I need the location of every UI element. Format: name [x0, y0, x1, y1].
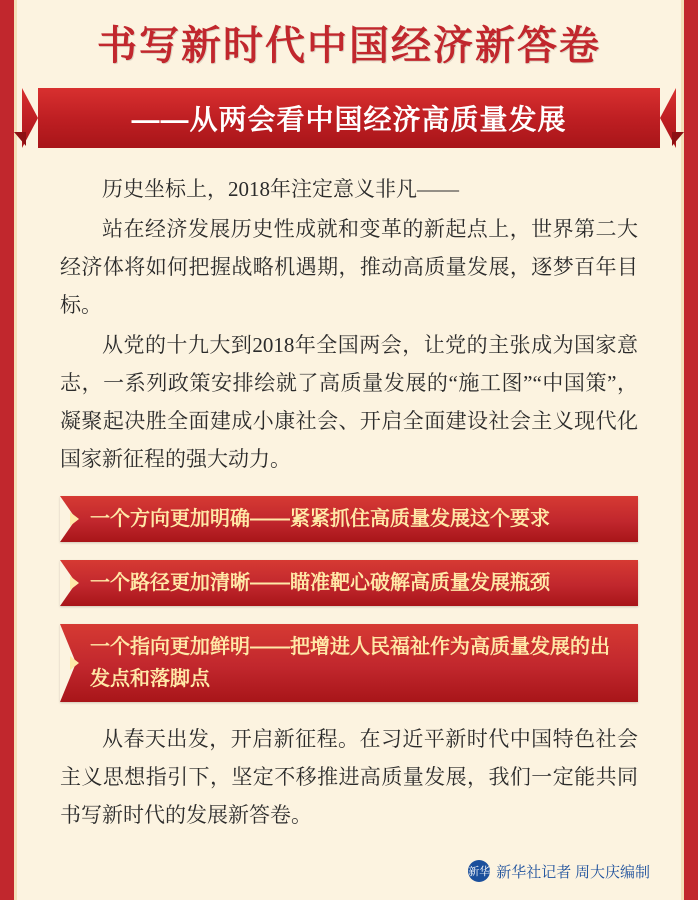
subtitle-ribbon	[14, 88, 684, 154]
arrow-right-icon	[70, 576, 79, 590]
highlight-banner	[60, 496, 638, 542]
paragraph: 站在经济发展历史性成就和变革的新起点上，世界第二大经济体将如何把握战略机遇期，推动高质量发展，逐梦百年目标。	[60, 217, 638, 317]
highlight-banner	[60, 624, 638, 702]
page-subtitle: ——从两会看中国经济高质量发展	[131, 104, 567, 135]
xinhua-logo-icon: 新华	[468, 860, 490, 882]
poster-body	[14, 154, 684, 834]
arrow-right-icon	[70, 512, 79, 526]
ribbon-tail-right-icon	[672, 132, 684, 146]
ribbon-band	[22, 88, 676, 148]
paragraph: 历史坐标上，2018年注定意义非凡——	[102, 177, 459, 201]
highlight-banner-label: 一个路径更加清晰——瞄准靶心破解高质量发展瓶颈	[90, 572, 550, 594]
credit-text: 新华社记者 周大庆编制	[496, 864, 650, 881]
poster-header	[14, 0, 684, 154]
paragraph: 从党的十九大到2018年全国两会，让党的主张成为国家意志，一系列政策安排绘就了高质量发展的“施工图”“中国策”，凝聚起决胜全面建成小康社会、开启全面建设社会主义现代化国家新征程的强大动力。	[60, 333, 638, 471]
highlight-banner-label: 一个方向更加明确——紧紧抓住高质量发展这个要求	[90, 508, 550, 530]
ribbon-tail-left-icon	[14, 132, 26, 146]
page-title: 书写新时代中国经济新答卷	[97, 24, 601, 68]
closing-paragraph: 从春天出发，开启新征程。在习近平新时代中国特色社会主义思想指引下，坚定不移推进高质量发展，我们一定能共同书写新时代的发展新答卷。	[60, 727, 638, 827]
highlight-banner-list	[60, 496, 638, 702]
arrow-right-icon	[70, 656, 79, 670]
credit-line	[468, 860, 650, 882]
highlight-banner-label: 一个指向更加鲜明——把增进人民福祉作为高质量发展的出发点和落脚点	[90, 636, 610, 690]
highlight-banner	[60, 560, 638, 606]
